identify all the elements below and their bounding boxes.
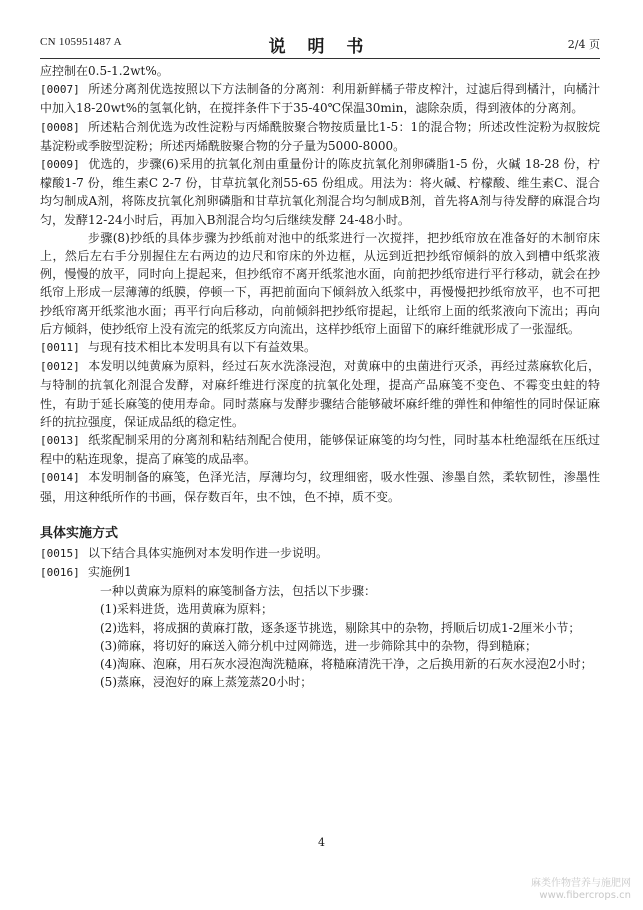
document-title: 说 明 书 bbox=[268, 37, 372, 57]
section-spacer bbox=[40, 506, 600, 524]
paragraph-0016 bbox=[40, 563, 600, 582]
step-item: (1)采料进货，选用黄麻为原料； bbox=[100, 602, 273, 617]
paragraph-step8 bbox=[40, 229, 600, 338]
paragraph-0008 bbox=[40, 118, 600, 155]
continued-line: 应控制在0.5-1.2wt%。 bbox=[40, 64, 169, 78]
paragraph-0013 bbox=[40, 431, 600, 468]
paragraph-text: 本发明制备的麻笺，色泽光洁，厚薄均匀，纹理细密，吸水性强、渗墨自然，柔软韧性，渗墨性强，用这种纸所作的书画，保存数百年，虫不蚀，色不掉，质不变。 bbox=[40, 470, 600, 504]
paragraph-tag: [0012] bbox=[40, 360, 80, 374]
paragraph-tag: [0008] bbox=[40, 120, 80, 134]
step-intro: 一种以黄麻为原料的麻笺制备方法，包括以下步骤： bbox=[100, 584, 377, 599]
paragraph-tag: [0015] bbox=[40, 546, 80, 560]
paragraph-tag: [0011] bbox=[40, 341, 80, 355]
paragraph-text: 本发明以纯黄麻为原料，经过石灰水洗涤浸泡，对黄麻中的虫菌进行灭杀，再经过蒸麻软化后，与特制的抗氧化剂混合发酵，对麻纤维进行深度的抗氧化处理，提高产品麻笺不变色、不霉变虫蛀的特性，有助于延长麻笺的使用寿命。同时蒸麻与发酵步骤结合能够破坏麻纤维的弹性和伸缩性的同时保证麻纤的抗拉强度，保证成品纸的稳定性。 bbox=[40, 359, 600, 429]
paragraph-tag: [0009] bbox=[40, 158, 80, 172]
document-body bbox=[40, 62, 600, 692]
watermark-url: www.fibercrops.cn bbox=[539, 890, 631, 901]
step-item: (5)蒸麻，浸泡好的麻上蒸笼蒸20小时； bbox=[100, 675, 313, 690]
paragraph-tag: [0013] bbox=[40, 434, 80, 448]
site-watermark bbox=[531, 878, 631, 902]
watermark-title: 麻类作物营养与施肥网 bbox=[531, 878, 631, 889]
page-indicator: 2/4 页 bbox=[567, 38, 600, 51]
paragraph-0007 bbox=[40, 80, 600, 117]
step-item: (2)选料，将成捆的黄麻打散，逐条逐节挑选，剔除其中的杂物，捋顺后切成1-2厘米小节； bbox=[100, 620, 581, 635]
patent-number: CN 105951487 A bbox=[40, 36, 122, 48]
paragraph-0012 bbox=[40, 357, 600, 431]
step-item: (3)筛麻，将切好的麻送入筛分机中过网筛选，进一步筛除其中的杂物，得到糙麻； bbox=[100, 638, 538, 653]
paragraph-text: 所述粘合剂优选为改性淀粉与丙烯酰胺聚合物按质量比1-5：1的混合物；所述改性淀粉为叔胺烷基淀粉或季胺型淀粉；所述丙烯酰胺聚合物的分子量为5000-8000。 bbox=[40, 119, 600, 153]
header-divider bbox=[40, 58, 600, 59]
page-number: 4 bbox=[318, 836, 325, 849]
paragraph-text: 实施例1 bbox=[88, 565, 132, 580]
paragraph-text: 纸浆配制采用的分离剂和粘结剂配合使用，能够保证麻笺的均匀性，同时基本杜绝湿纸在压纸过程中的粘连现象，提高了麻笺的成品率。 bbox=[40, 433, 600, 467]
paragraph-0015 bbox=[40, 544, 600, 563]
paragraph-0011 bbox=[40, 338, 600, 357]
step-item: (4)淘麻、泡麻，用石灰水浸泡淘洗糙麻，将糙麻清洗干净，之后换用新的石灰水浸泡2小时； bbox=[100, 657, 593, 672]
section-heading: 具体实施方式 bbox=[40, 525, 119, 541]
paragraph-text: 步骤(8)抄纸的具体步骤为抄纸前对池中的纸浆进行一次搅拌，把抄纸帘放在准备好的木制帘床上，然后左右手分别握住左右两边的边尺和帘床的外边框，从远到近把抄纸帘倾斜的放入到槽中纸浆液例，慢慢的放平，同时向上提起来，但抄纸帘不离开纸浆池水面，向前把抄纸帘进行平行移动，就会在抄纸帘上形成一层薄薄的纸膜，停顿一下，再把前面向下倾斜放入纸浆中，再慢慢把抄纸帘放平，也不可把抄纸帘离开纸浆池水面；再平行向后移动，向前倾斜把抄纸帘提起，让纸帘上面的纸浆液向下流出；再向后方倾斜，使抄纸帘上没有流完的纸浆反方向流出，这样抄纸帘上面留下的麻纤维就形成了一张湿纸。 bbox=[40, 230, 600, 336]
paragraph-tag: [0014] bbox=[40, 471, 80, 485]
paragraph-0009 bbox=[40, 155, 600, 229]
paragraph-text: 所述分离剂优选按照以下方法制备的分离剂：利用新鲜橘子带皮榨汁，过滤后得到橘汁，向橘汁中加入18-20wt%的氢氧化钠，在搅拌条件下于35-40℃保温30min，滤除杂质，得到液体的分离剂。 bbox=[40, 82, 600, 116]
paragraph-tag: [0007] bbox=[40, 83, 80, 97]
paragraph-tag: [0016] bbox=[40, 566, 80, 580]
paragraph-text: 以下结合具体实施例对本发明作进一步说明。 bbox=[88, 545, 329, 560]
paragraph-text: 优选的，步骤(6)采用的抗氧化剂由重量份计的陈皮抗氧化剂卵磷脂1-5 份，火碱 18-28 份，柠檬酸1-7 份，维生素C 2-7 份，甘草抗氧化剂55-65 份组成。用法为：将火碱、柠檬酸、维生素C、混合均匀制成A剂，将陈皮抗氧化剂卵磷脂和甘草抗氧化剂混合均匀制成B剂，首先将A剂与待发酵的麻混合均匀，发酵12-24小时后，再加入B剂混合均匀后继续发酵 24-48小时。 bbox=[40, 157, 600, 227]
paragraph-text: 与现有技术相比本发明具有以下有益效果。 bbox=[88, 340, 317, 355]
page-header bbox=[40, 32, 600, 56]
paragraph-0014 bbox=[40, 468, 600, 505]
